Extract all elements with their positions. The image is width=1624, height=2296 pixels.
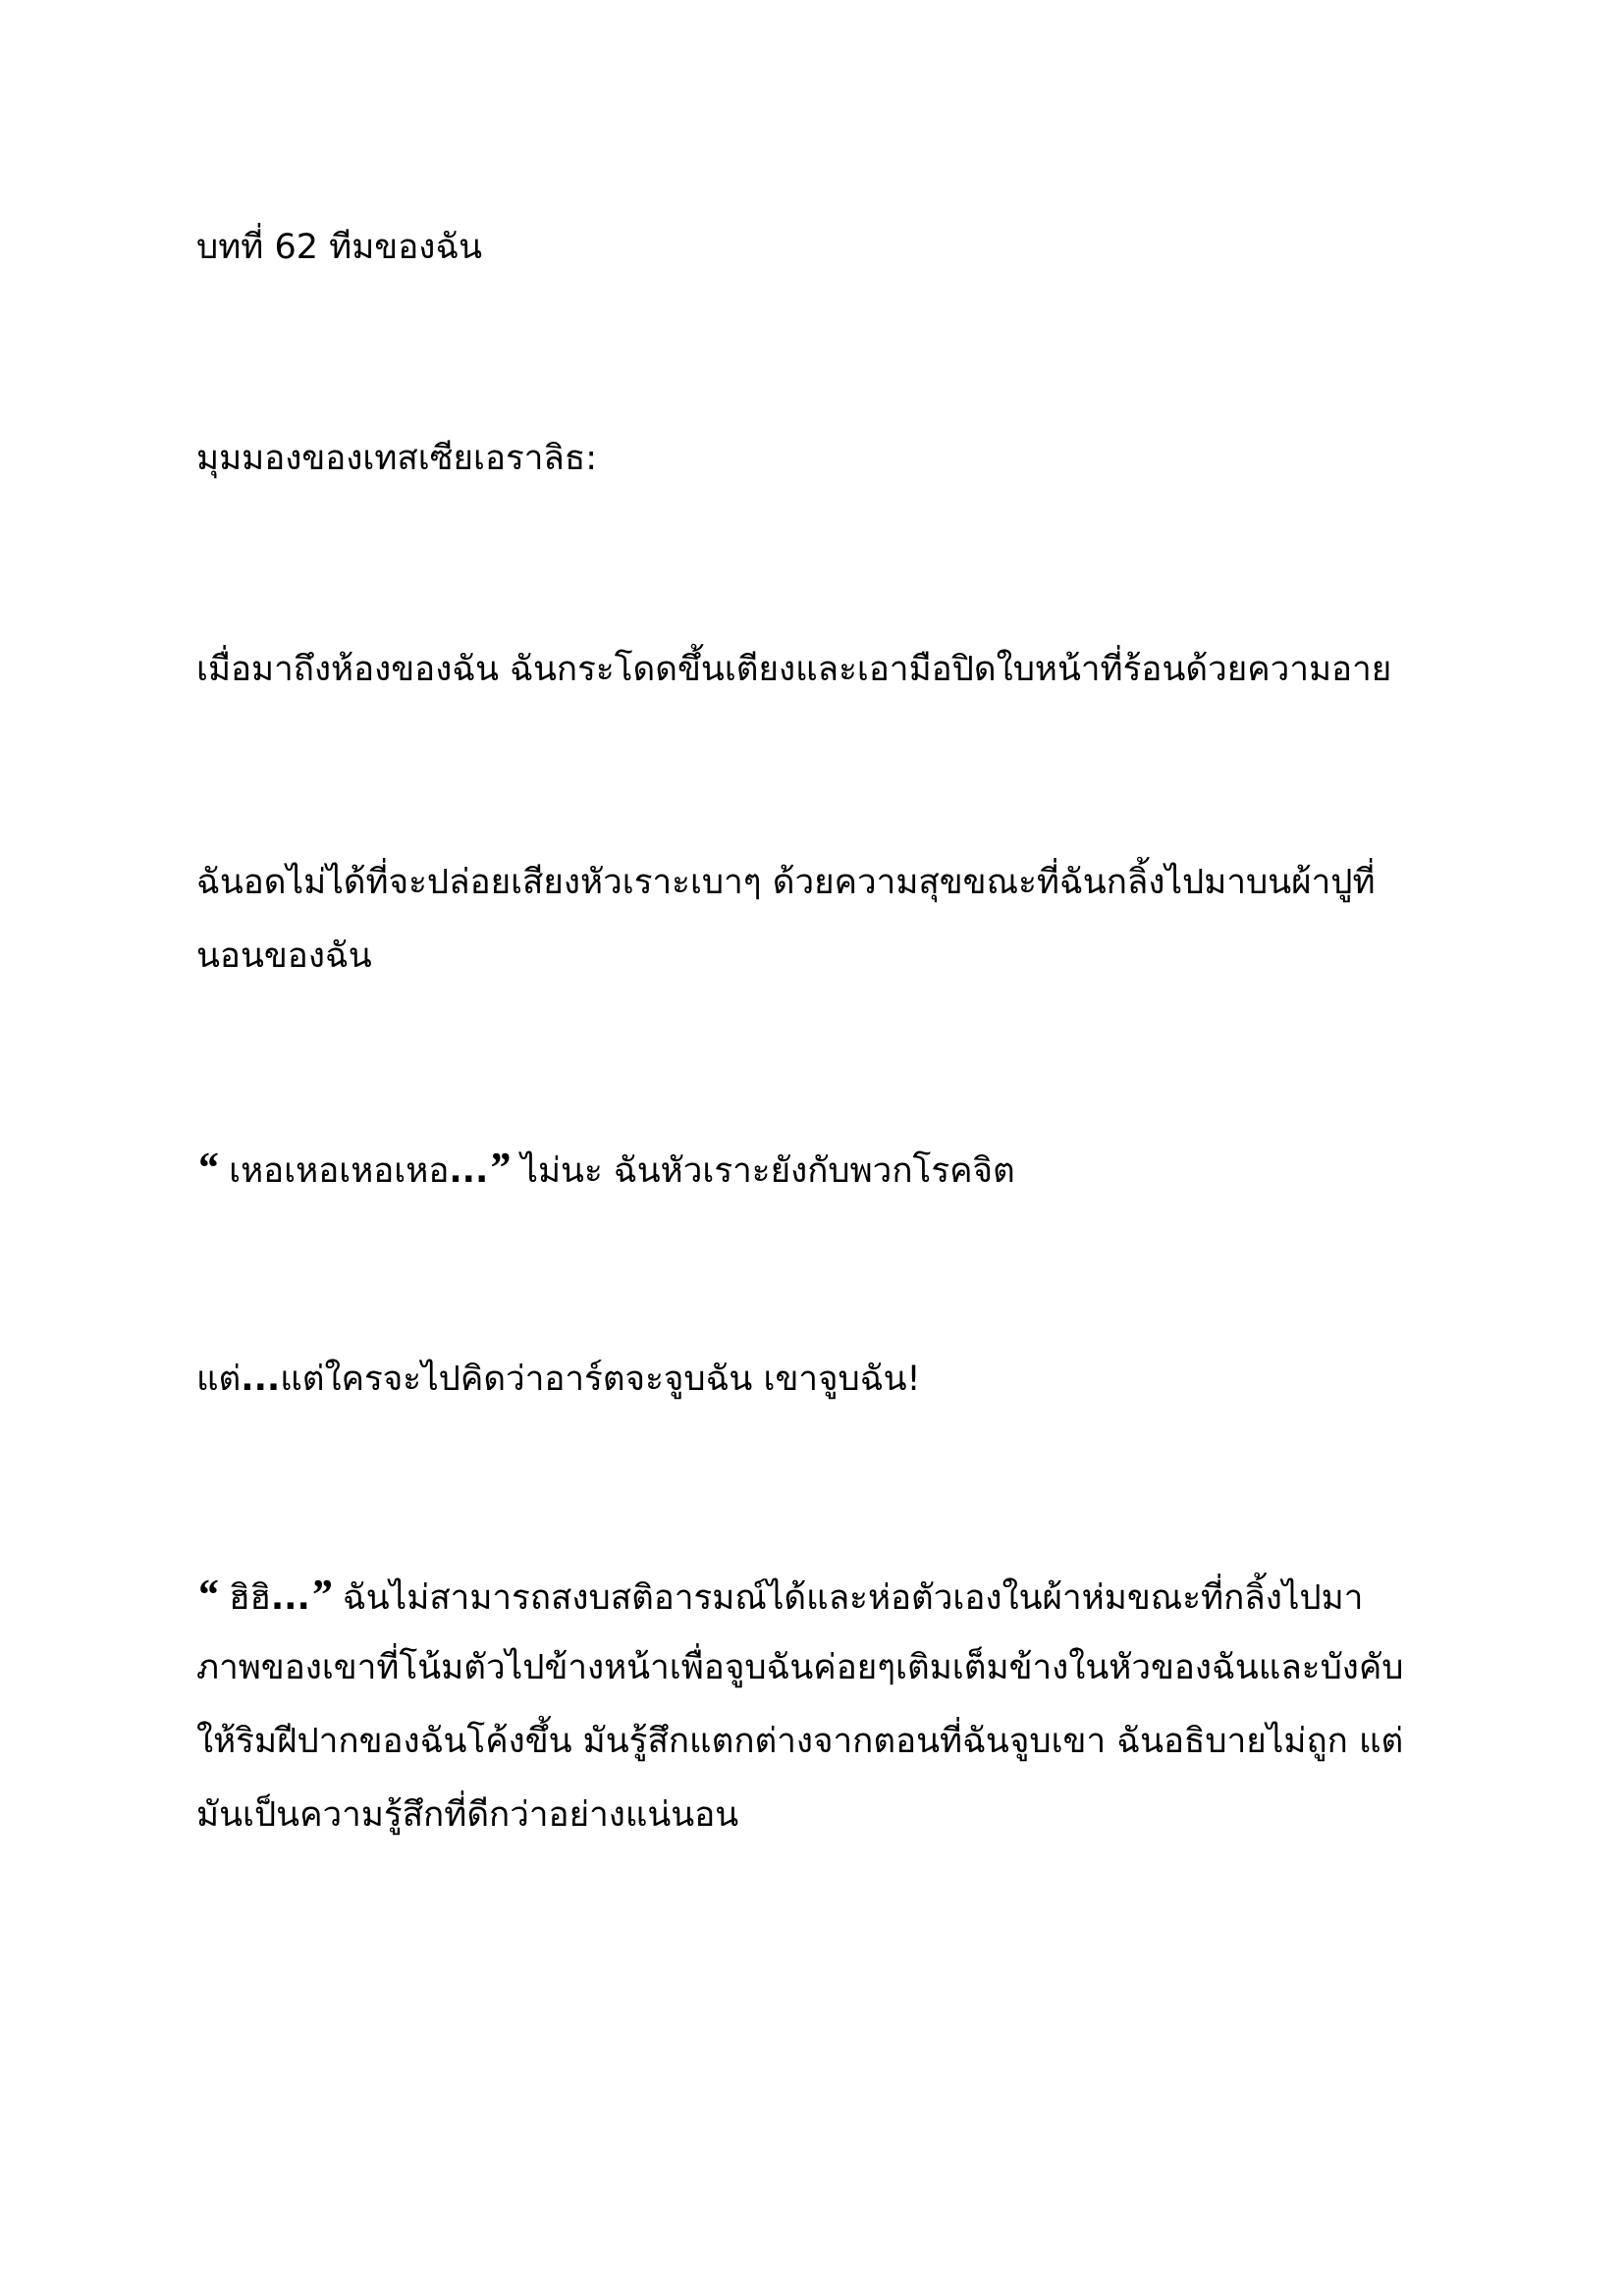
quote-ellipsis: ...: [449, 1151, 489, 1191]
paragraph-line: ภาพของเขาที่โน้มตัวไปข้างหน้าเพื่อจูบฉันค่อยๆเติมเต็มข้างในหัวของฉันและบังคับ: [196, 1648, 1404, 1687]
paragraph-line: มันเป็นความรู้สึกที่ดีกว่าอย่างแน่นอน: [196, 1795, 739, 1835]
quote-speech: ฮิฮิ: [218, 1578, 271, 1618]
quote-paragraph-2: [196, 1558, 1434, 1852]
paragraph-line: นอนของฉัน: [196, 936, 372, 976]
close-quote-mark: ”: [488, 1144, 511, 1192]
chapter-title-text: บทที่ 62 ทีมของฉัน: [196, 228, 483, 267]
line-rest: แต่ใครจะไปคิดว่าอาร์ตจะจูบฉัน เขาจูบฉัน!: [280, 1360, 921, 1399]
quote-narration: ไม่นะ ฉันหัวเราะยังกับพวกโรคจิต: [510, 1151, 1015, 1191]
quote-narration: ฉันไม่สามารถสงบสติอารมณ์ได้และห่อตัวเองในผ้าห่มขณะที่กลิ้งไปมา: [331, 1578, 1364, 1618]
line-ellipsis: ...: [241, 1360, 281, 1399]
paragraph-2: [196, 846, 1434, 993]
pov-heading-text: มุมมองของเทสเซียเอราลิธ:: [196, 439, 598, 478]
paragraph-line: เมื่อมาถึงห้องของฉัน ฉันกระโดดขึ้นเตียงและเอามือปิดใบหน้าที่ร้อนด้วยความอาย: [196, 650, 1392, 689]
line-start: แต่: [196, 1360, 242, 1399]
quote-paragraph-1: [196, 1131, 1434, 1204]
close-quote-mark: ”: [309, 1571, 332, 1619]
paragraph-line: [196, 1343, 1434, 1416]
paragraph-1: [196, 633, 1434, 707]
pov-heading: [196, 422, 1434, 496]
open-quote-mark: “: [196, 1571, 218, 1619]
paragraph-3: [196, 1343, 1434, 1416]
open-quote-mark: “: [196, 1144, 218, 1192]
chapter-title: [196, 211, 1434, 285]
quote-line: [196, 1558, 1434, 1631]
paragraph-line: ฉันอดไม่ได้ที่จะปล่อยเสียงหัวเราะเบาๆ ด้วยความสุขขณะที่ฉันกลิ้งไปมาบนผ้าปูที่: [196, 863, 1376, 902]
quote-line: [196, 1131, 1434, 1204]
quote-ellipsis: ...: [270, 1578, 310, 1618]
paragraph-line: ให้ริมฝีปากของฉันโค้งขึ้น มันรู้สึกแตกต่างจากตอนที่ฉันจูบเขา ฉันอธิบายไม่ถูก แต่: [196, 1722, 1404, 1761]
quote-speech: เหอเหอเหอเหอ: [218, 1151, 450, 1191]
